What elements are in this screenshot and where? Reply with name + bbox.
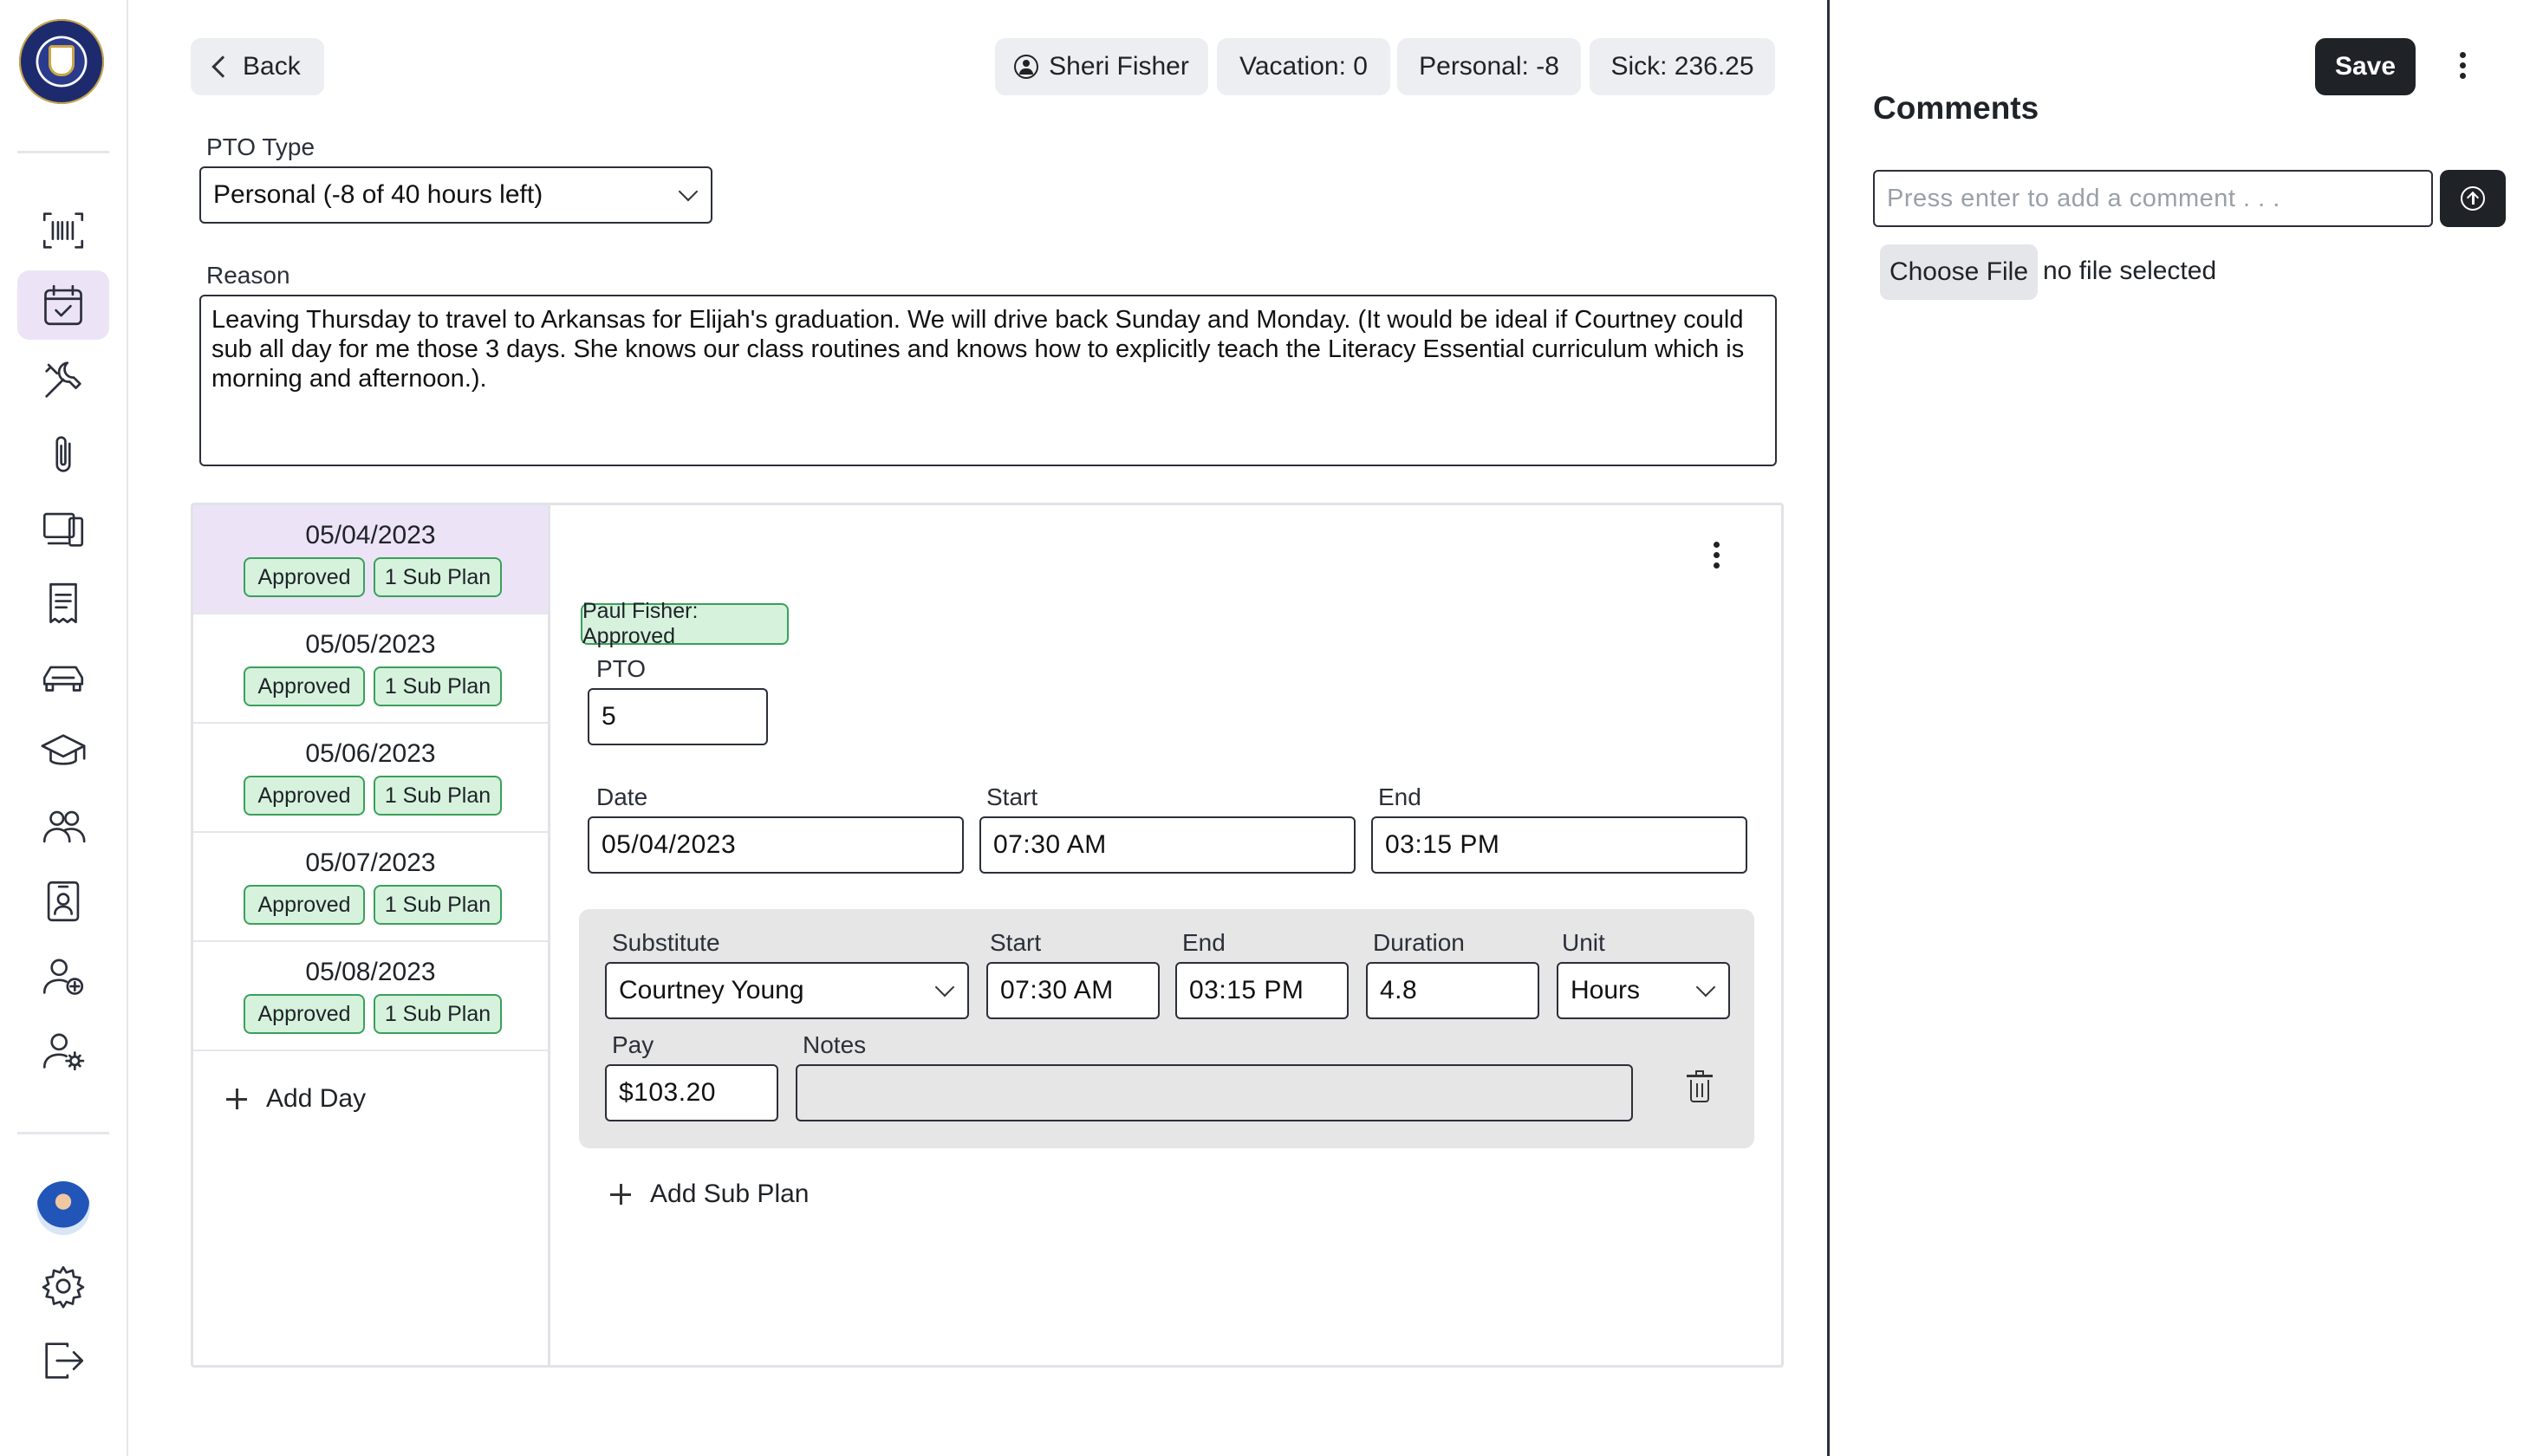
sidebar-divider — [17, 1132, 109, 1134]
day-item[interactable] — [193, 942, 548, 1051]
pto-hours-input[interactable]: 5 — [588, 688, 768, 745]
graduation-cap-icon — [38, 727, 88, 777]
day-date: 05/07/2023 — [305, 848, 436, 877]
sub-plan-badge: 1 Sub Plan — [374, 666, 502, 706]
status-badge: Approved — [244, 557, 365, 597]
id-badge-icon — [38, 876, 88, 926]
users-icon — [38, 802, 88, 852]
main-content — [128, 0, 1827, 1456]
notes-input[interactable] — [796, 1064, 1633, 1121]
arrow-up-circle-icon — [2461, 186, 2485, 211]
choose-file-button[interactable]: Choose File — [1880, 244, 2038, 300]
pto-type-select[interactable] — [199, 166, 712, 224]
day-date: 05/04/2023 — [305, 521, 436, 549]
add-sub-plan-button[interactable] — [610, 1180, 809, 1209]
chevron-down-icon — [935, 978, 955, 998]
back-label: Back — [243, 52, 301, 81]
vacation-balance — [1217, 38, 1390, 95]
chevron-down-icon — [1696, 978, 1716, 998]
status-badge: Approved — [244, 776, 365, 816]
paperclip-icon — [38, 429, 88, 479]
barcode-icon — [38, 205, 88, 256]
approver-status-badge: Paul Fisher: Approved — [581, 603, 789, 645]
sidebar-item-barcode[interactable] — [17, 196, 109, 265]
more-options-button[interactable] — [2454, 52, 2471, 87]
day-options-button[interactable] — [1707, 542, 1725, 576]
save-button[interactable]: Save — [2315, 38, 2416, 95]
back-button[interactable] — [191, 38, 324, 95]
days-list — [193, 505, 550, 1365]
sidebar-divider — [17, 151, 109, 153]
sub-end-label: End — [1182, 929, 1226, 956]
comment-input[interactable]: Press enter to add a comment . . . — [1873, 170, 2433, 227]
sub-start-input[interactable]: 07:30 AM — [986, 962, 1160, 1019]
employee-badge[interactable] — [995, 38, 1208, 95]
sub-plan-badge: 1 Sub Plan — [374, 776, 502, 816]
car-icon — [38, 653, 88, 703]
unit-value: Hours — [1571, 976, 1641, 1004]
start-label: Start — [986, 783, 1038, 810]
end-label: End — [1378, 783, 1421, 810]
sidebar-item-badge[interactable] — [17, 867, 109, 936]
substitute-value: Courtney Young — [619, 976, 804, 1004]
tools-icon — [38, 354, 88, 405]
notes-label: Notes — [803, 1031, 867, 1058]
duration-label: Duration — [1373, 929, 1465, 956]
sick-balance — [1590, 38, 1775, 95]
sidebar-item-attachments[interactable] — [17, 419, 109, 489]
day-item[interactable] — [193, 724, 548, 833]
day-date: 05/08/2023 — [305, 958, 436, 986]
status-badge: Approved — [244, 666, 365, 706]
pto-hours-label: PTO — [596, 655, 647, 682]
sidebar-item-users[interactable] — [17, 792, 109, 861]
date-label: Date — [596, 783, 648, 810]
user-gear-icon — [38, 1025, 88, 1076]
sidebar-item-pto[interactable] — [17, 270, 109, 340]
sidebar-item-user-settings[interactable] — [17, 1016, 109, 1085]
day-item[interactable] — [193, 614, 548, 724]
sidebar-item-vehicles[interactable] — [17, 643, 109, 712]
sidebar — [0, 0, 128, 1456]
sidebar-item-settings[interactable] — [17, 1251, 109, 1321]
kebab-icon — [2460, 52, 2466, 58]
day-date: 05/05/2023 — [305, 630, 436, 659]
sick-balance-text: Sick: 236.25 — [1610, 52, 1754, 81]
vacation-balance-text: Vacation: 0 — [1239, 52, 1368, 81]
pto-type-label: PTO Type — [206, 133, 315, 160]
reason-textarea[interactable]: Leaving Thursday to travel to Arkansas for Elijah's graduation. We will drive back Sunday and Monday. (It would be ideal if Courtney could sub all day for me those 3 days. She knows our class routines and knows how to explicitly teach the Literacy Essential curriculum which is morning and afternoon.). — [199, 295, 1777, 466]
sidebar-item-add-user[interactable] — [17, 941, 109, 1011]
plus-icon — [226, 1089, 247, 1109]
user-avatar[interactable] — [36, 1181, 90, 1235]
add-day-button[interactable] — [226, 1084, 366, 1114]
personal-balance-text: Personal: -8 — [1419, 52, 1559, 81]
receipt-icon — [38, 578, 88, 628]
logout-icon — [38, 1336, 88, 1386]
substitute-label: Substitute — [612, 929, 720, 956]
comments-panel — [1827, 0, 2543, 1456]
send-comment-button[interactable] — [2440, 170, 2506, 227]
employee-name: Sheri Fisher — [1049, 52, 1189, 81]
devices-icon — [38, 504, 88, 554]
day-item[interactable] — [193, 505, 548, 614]
date-input[interactable]: 05/04/2023 — [588, 816, 964, 874]
pto-type-value: Personal (-8 of 40 hours left) — [213, 180, 543, 209]
reason-label: Reason — [206, 262, 290, 289]
unit-select[interactable] — [1557, 962, 1730, 1019]
sidebar-item-receipts[interactable] — [17, 569, 109, 638]
unit-label: Unit — [1562, 929, 1605, 956]
user-circle-icon — [1014, 55, 1038, 79]
status-badge: Approved — [244, 994, 365, 1034]
trash-icon[interactable] — [1687, 1073, 1713, 1104]
chevron-down-icon — [679, 182, 699, 202]
duration-input[interactable]: 4.8 — [1366, 962, 1539, 1019]
personal-balance — [1397, 38, 1581, 95]
pay-input[interactable]: $103.20 — [605, 1064, 778, 1121]
sidebar-item-logout[interactable] — [17, 1326, 109, 1395]
file-status: no file selected — [2043, 257, 2217, 285]
sub-plan-badge: 1 Sub Plan — [374, 557, 502, 597]
calendar-check-icon — [38, 280, 88, 330]
sidebar-item-tools[interactable] — [17, 345, 109, 414]
sub-start-label: Start — [990, 929, 1042, 956]
add-day-label: Add Day — [266, 1084, 367, 1113]
pay-label: Pay — [612, 1031, 654, 1058]
plus-icon — [610, 1184, 631, 1205]
end-time-input[interactable]: 03:15 PM — [1371, 816, 1747, 874]
substitute-select[interactable] — [605, 962, 969, 1019]
chevron-left-icon — [211, 55, 233, 77]
sub-plan-badge: 1 Sub Plan — [374, 885, 502, 925]
capstone-logo[interactable] — [19, 19, 104, 104]
sub-plan-badge: 1 Sub Plan — [374, 994, 502, 1034]
day-item[interactable] — [193, 833, 548, 942]
sub-end-input[interactable]: 03:15 PM — [1175, 962, 1349, 1019]
day-date: 05/06/2023 — [305, 739, 436, 768]
user-plus-icon — [38, 951, 88, 1001]
kebab-icon — [1714, 542, 1720, 548]
comments-title: Comments — [1873, 90, 2039, 126]
status-badge: Approved — [244, 885, 365, 925]
sidebar-item-devices[interactable] — [17, 494, 109, 563]
settings-icon — [38, 1261, 88, 1311]
add-sub-plan-label: Add Sub Plan — [650, 1180, 810, 1208]
start-time-input[interactable]: 07:30 AM — [979, 816, 1356, 874]
sidebar-item-training[interactable] — [17, 718, 109, 787]
